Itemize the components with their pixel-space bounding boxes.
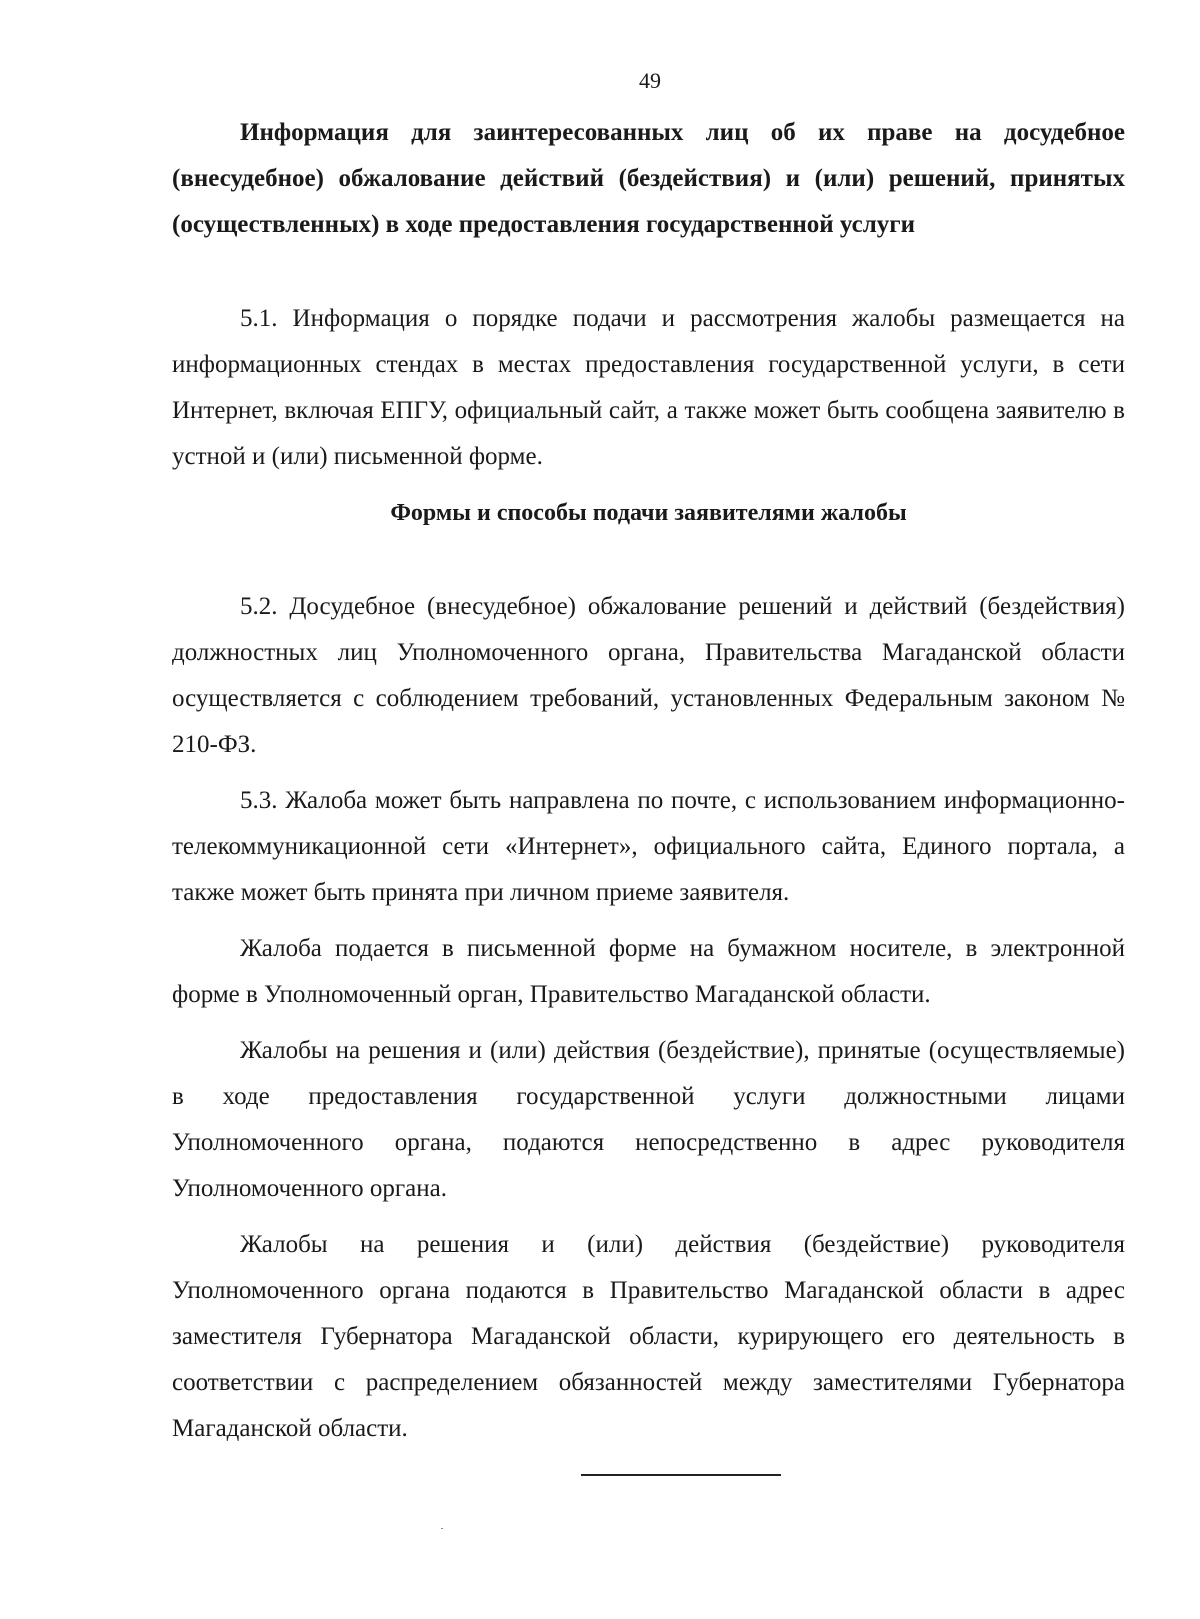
paragraph-5-1: 5.1. Информация о порядке подачи и рассмотрения жалобы размещается на информационных стендах в местах предоставления государственной услуги, в сети Интернет, включая ЕПГУ, официальный сайт, а также может быть сообщена заявителю в устной и (или) письменной форме.	[172, 305, 1125, 470]
paragraph-5-2: 5.2. Досудебное (внесудебное) обжалование решений и действий (бездействия) должностных лиц Уполномоченного органа, Правительства Магаданской области осуществляется с соблюдением требований, установленных Федеральным законом № 210-ФЗ.	[172, 593, 1125, 758]
paragraph-complaints-head: Жалобы на решения и (или) действия (бездействие) руководителя Уполномоченного органа подаются в Правительство Магаданской области в адрес заместителя Губернатора Магаданской области, курирующего его деятельность в соответствии с распределением обязанностей между заместителями Губернатора Магаданской области.	[172, 1231, 1125, 1442]
paragraph-complaint-submission: Жалоба подается в письменной форме на бумажном носителе, в электронной форме в Уполномоченный орган, Правительство Магаданской области.	[172, 935, 1125, 1008]
document-body	[172, 110, 1125, 1452]
section-heading-complaint-forms: Формы и способы подачи заявителями жалобы	[390, 500, 907, 526]
paragraph-complaints-officials: Жалобы на решения и (или) действия (бездействие), принятые (осуществляемые) в ходе предоставления государственной услуги должностными лицами Уполномоченного органа, подаются непосредственно в адрес руководителя Уполномоченного органа.	[172, 1037, 1125, 1202]
scan-speck	[441, 1528, 443, 1529]
page-number: 49	[639, 68, 661, 93]
paragraph-5-3: 5.3. Жалоба может быть направлена по почте, с использованием информационно-телекоммуникационной сети «Интернет», официального сайта, Единого портала, а также может быть принята при личном приеме заявителя.	[172, 787, 1125, 906]
end-rule	[581, 1474, 781, 1476]
section-heading-appeal-rights: Информация для заинтересованных лиц об их праве на досудебное (внесудебное) обжалование действий (бездействия) и (или) решений, принятых (осуществленных) в ходе предоставления государственной услуги	[172, 119, 1125, 238]
